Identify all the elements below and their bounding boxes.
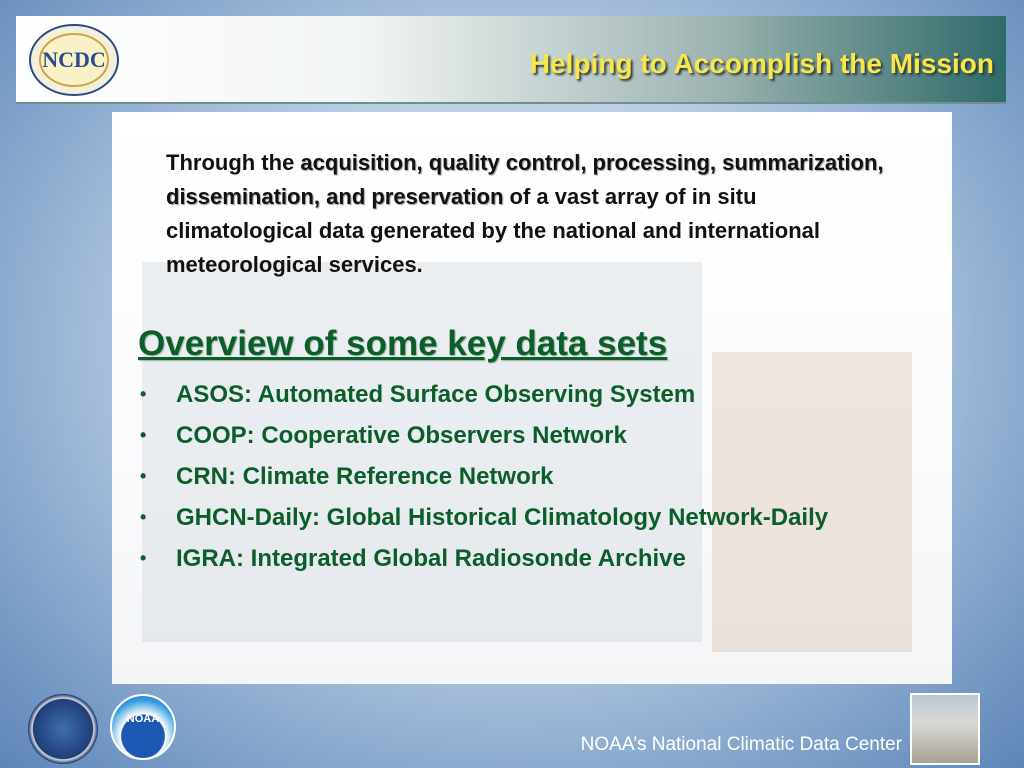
building-thumbnail [910, 693, 980, 765]
list-item [138, 374, 828, 415]
intro-paragraph [166, 146, 906, 282]
ncdc-logo [26, 22, 122, 98]
list-item-label: CRN: Climate Reference Network [176, 463, 554, 490]
header-bar [16, 16, 1006, 104]
list-item-label: COOP: Cooperative Observers Network [176, 422, 627, 449]
list-item-label: ASOS: Automated Surface Observing System [176, 381, 696, 408]
section-title: Overview of some key data sets [138, 324, 668, 363]
list-item [138, 497, 828, 538]
bullet-icon: • [140, 507, 147, 527]
bullet-icon: • [140, 384, 147, 404]
list-item [138, 456, 828, 497]
intro-highlight: acquisition, quality control, processing, summarization, dissemination, and preservation [166, 150, 884, 209]
department-of-commerce-seal [28, 694, 98, 764]
intro-rest: of a vast array of in situ climatological data generated by the national and international meteorological services. [166, 184, 821, 277]
list-item-label: IGRA: Integrated Global Radiosonde Archive [176, 545, 686, 572]
intro-lead: Through the [166, 150, 301, 175]
bullet-icon: • [140, 425, 147, 445]
list-item [138, 538, 828, 579]
noaa-seal-text: NOAA [126, 713, 160, 725]
footer-text: NOAA’s National Climatic Data Center [580, 734, 902, 755]
ncdc-logo-text: NCDC [42, 47, 106, 72]
bullet-icon: • [140, 548, 147, 568]
noaa-seal [110, 694, 176, 760]
dataset-list [138, 374, 828, 579]
content-panel [112, 112, 952, 684]
bullet-icon: • [140, 466, 147, 486]
list-item [138, 415, 828, 456]
page-title: Helping to Accomplish the Mission [529, 48, 994, 79]
list-item-label: GHCN-Daily: Global Historical Climatology Network-Daily [176, 504, 829, 531]
